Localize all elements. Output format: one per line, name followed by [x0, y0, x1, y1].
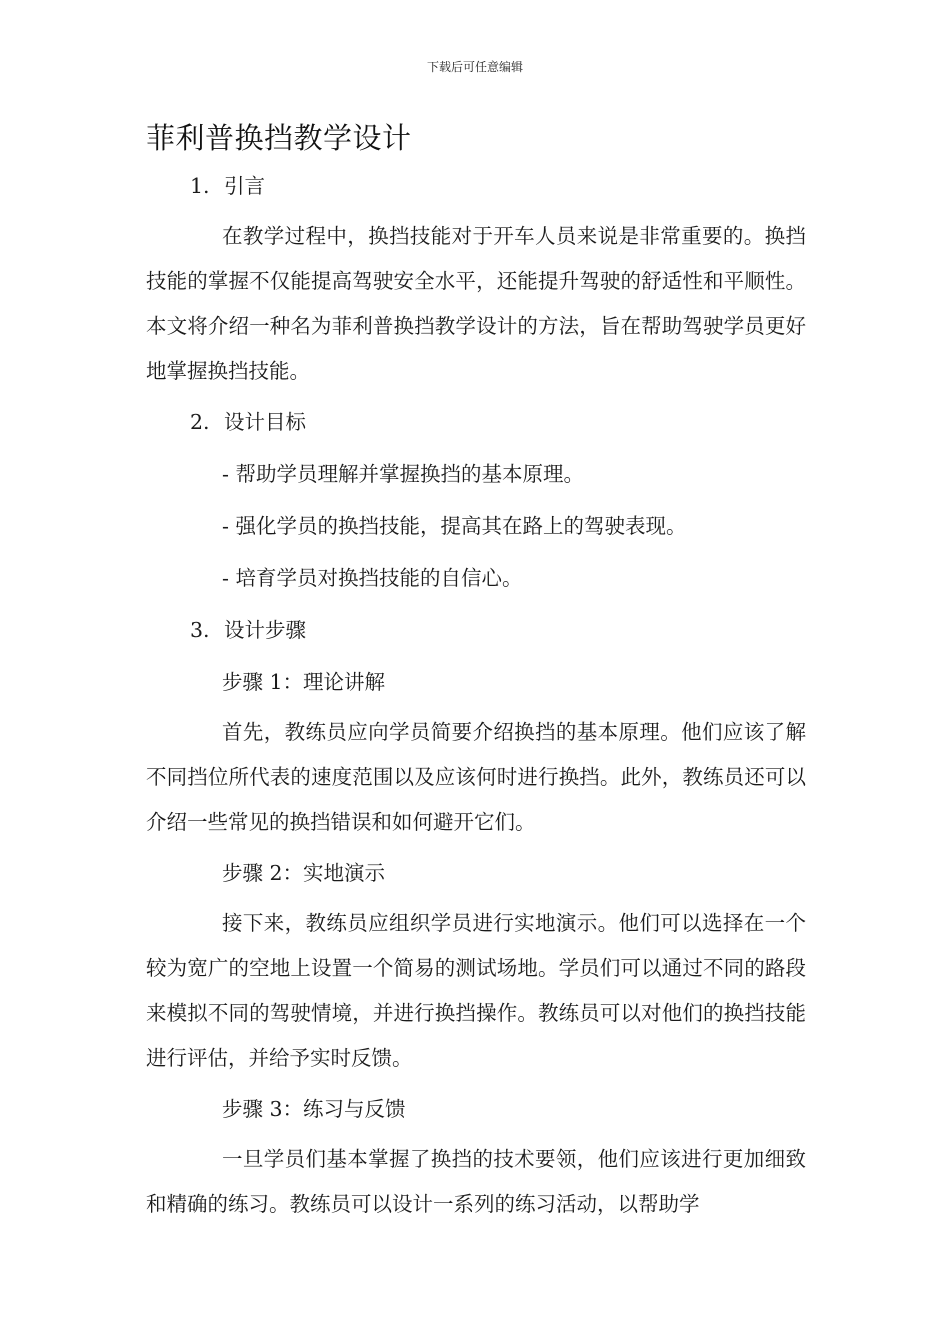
step-paragraph: 一旦学员们基本掌握了换挡的技术要领，他们应该进行更加细致和精确的练习。教练员可以设计一系列的练习活动，以帮助学	[146, 1147, 806, 1216]
section-heading-intro	[146, 166, 806, 206]
document-body	[146, 166, 806, 1227]
section-title: 引言	[224, 174, 265, 198]
intro-paragraph: 在教学过程中，换挡技能对于开车人员来说是非常重要的。换挡技能的掌握不仅能提高驾驶安全水平，还能提升驾驶的舒适性和平顺性。本文将介绍一种名为菲利普换挡教学设计的方法，旨在帮助驾驶学员更好地掌握换挡技能。	[146, 224, 806, 383]
section-number: 2.	[190, 410, 210, 434]
goal-item: - 培育学员对换挡技能的自信心。	[222, 566, 523, 590]
section-title: 设计步骤	[224, 618, 306, 642]
step-label: 步骤 2：实地演示	[222, 861, 386, 885]
goal-item: - 帮助学员理解并掌握换挡的基本原理。	[222, 462, 584, 486]
section-heading-goals	[146, 402, 806, 442]
step-paragraph: 首先，教练员应向学员简要介绍换挡的基本原理。他们应该了解不同挡位所代表的速度范围以及应该何时进行换挡。此外，教练员还可以介绍一些常见的换挡错误和如何避开它们。	[146, 720, 806, 834]
section-number: 1.	[190, 174, 210, 198]
section-title: 设计目标	[224, 410, 306, 434]
section-heading-steps	[146, 610, 806, 650]
step-label: 步骤 3：练习与反馈	[222, 1097, 406, 1121]
document-title: 菲利普换挡教学设计	[146, 121, 412, 155]
header-note: 下载后可任意编辑	[426, 60, 523, 74]
section-number: 3.	[190, 618, 210, 642]
goal-item: - 强化学员的换挡技能，提高其在路上的驾驶表现。	[222, 514, 687, 538]
step-label: 步骤 1：理论讲解	[222, 670, 386, 694]
step-paragraph: 接下来，教练员应组织学员进行实地演示。他们可以选择在一个较为宽广的空地上设置一个简易的测试场地。学员们可以通过不同的路段来模拟不同的驾驶情境，并进行换挡操作。教练员可以对他们的换挡技能进行评估，并给予实时反馈。	[146, 911, 806, 1070]
